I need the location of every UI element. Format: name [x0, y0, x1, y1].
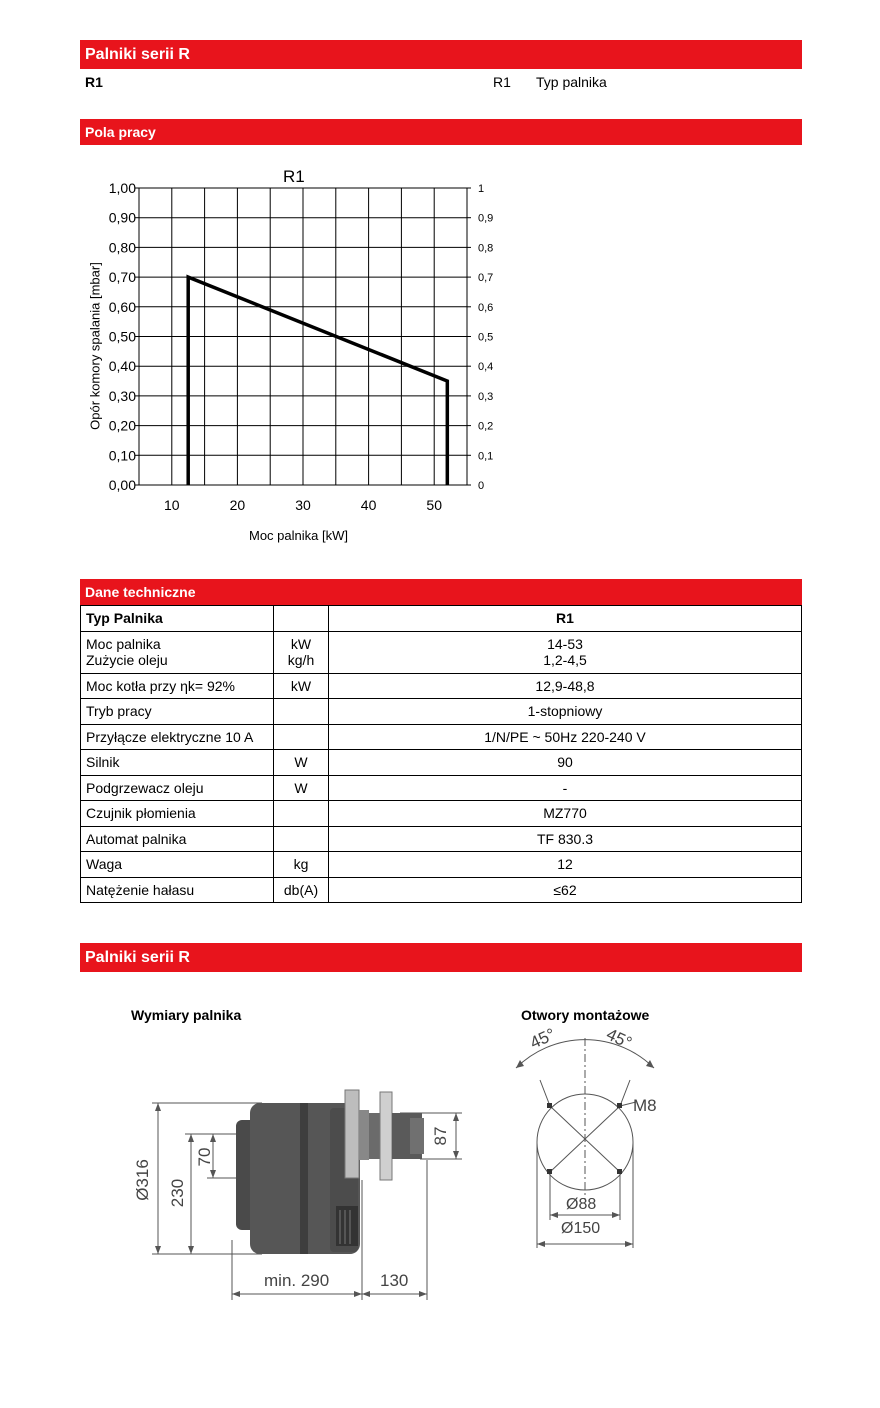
- table-cell-label: Moc kotła przy ηk= 92%: [81, 673, 274, 699]
- table-cell-value: 12: [329, 852, 802, 878]
- table-header-unit: [274, 606, 329, 632]
- chart-ytick-right-label: 0,6: [478, 301, 494, 314]
- section-header-working-field: Pola pracy: [80, 119, 802, 145]
- chart-xtick-label: 10: [164, 497, 180, 513]
- row-value: 14-53: [547, 636, 583, 652]
- table-header-value: R1: [329, 606, 802, 632]
- table-row: [81, 852, 802, 878]
- chart-ytick-right-label: 0,4: [478, 361, 494, 374]
- row-unit: kg/h: [287, 652, 315, 668]
- table-row: [81, 699, 802, 725]
- chart-ytick-label: 0,70: [108, 269, 136, 286]
- table-row: [81, 673, 802, 699]
- chart-ytick-label: 0,80: [108, 239, 136, 256]
- table-row: [81, 801, 802, 827]
- table-cell-label: Automat palnika: [81, 826, 274, 852]
- model-label: R1: [85, 74, 103, 90]
- dim-230: 230: [168, 1178, 187, 1208]
- chart-xtick-label: 20: [229, 497, 246, 513]
- chart-ytick-label: 1,00: [108, 180, 136, 196]
- chart-xlabel: Moc palnika [kW]: [249, 528, 348, 543]
- table-cell-value: TF 830.3: [329, 826, 802, 852]
- table-cell-label: Waga: [81, 852, 274, 878]
- table-row: [81, 631, 802, 673]
- technical-data-table: [80, 605, 802, 903]
- row-label: Zużycie oleju: [86, 652, 168, 668]
- table-cell-label: Podgrzewacz oleju: [81, 775, 274, 801]
- chart-ytick-label: 0,20: [108, 417, 136, 434]
- chart-ytick-right-label: 0: [478, 480, 485, 492]
- chart-ytick-label: 0,30: [108, 387, 136, 404]
- working-field-chart: [0, 0, 880, 560]
- chart-ytick-right-label: 0,9: [478, 212, 494, 225]
- bolt-size-label: M8: [633, 1096, 657, 1115]
- mounting-title: Otwory montażowe: [521, 1007, 650, 1023]
- dim-min-290: min. 290: [264, 1271, 330, 1290]
- chart-ytick-label: 0,90: [108, 209, 136, 226]
- model-code: R1: [493, 74, 511, 90]
- table-header-label: Typ Palnika: [81, 606, 274, 632]
- table-cell-unit: [274, 801, 329, 827]
- dim-70: 70: [195, 1147, 214, 1167]
- chart-ytick-label: 0,50: [108, 328, 136, 345]
- chart-xtick-label: 30: [295, 497, 311, 513]
- table-cell-value: [329, 631, 802, 673]
- table-cell-unit: [274, 699, 329, 725]
- burner-body: [236, 1090, 424, 1254]
- dimensions-title: Wymiary palnika: [131, 1007, 242, 1023]
- table-cell-label: Natężenie hałasu: [81, 877, 274, 903]
- chart-ytick-label: 0,60: [108, 298, 136, 315]
- row-value: 1,2-4,5: [543, 652, 587, 668]
- table-cell-unit: kW: [274, 673, 329, 699]
- table-cell-label: Przyłącze elektryczne 10 A: [81, 724, 274, 750]
- row-label: Moc palnika: [86, 636, 161, 652]
- chart-ytick-right-label: 0,1: [478, 450, 494, 463]
- model-type-label: Typ palnika: [536, 74, 607, 90]
- table-cell-unit: db(A): [274, 877, 329, 903]
- row-unit: kW: [290, 636, 312, 652]
- table-cell-value: 90: [329, 750, 802, 776]
- angle-right-label: 45°: [603, 1024, 635, 1053]
- dim-diameter-150: Ø150: [561, 1220, 601, 1237]
- chart-ytick-label: 0,00: [108, 477, 136, 493]
- chart-ytick-right-label: 0,3: [478, 390, 494, 403]
- chart-ytick-right-label: 1: [478, 183, 485, 195]
- section-header-burners-2: Palniki serii R: [80, 943, 802, 972]
- table-cell-unit: [274, 631, 329, 673]
- section-header-technical-data: Dane techniczne: [80, 579, 802, 605]
- dim-87: 87: [431, 1126, 450, 1146]
- chart-xtick-label: 40: [360, 497, 377, 513]
- table-row: [81, 826, 802, 852]
- table-cell-unit: kg: [274, 852, 329, 878]
- table-row: [81, 724, 802, 750]
- chart-xtick-label: 50: [426, 497, 442, 513]
- table-cell-value: 1/N/PE ~ 50Hz 220-240 V: [329, 724, 802, 750]
- table-cell-unit: [274, 724, 329, 750]
- dim-diameter-88: Ø88: [566, 1196, 597, 1213]
- chart-ylabel: Opór komory spalania [mbar]: [87, 262, 103, 430]
- table-row: [81, 877, 802, 903]
- table-cell-value: MZ770: [329, 801, 802, 827]
- dim-diameter-316: Ø316: [133, 1159, 152, 1201]
- chart-ytick-label: 0,10: [108, 447, 136, 464]
- table-cell-value: 12,9-48,8: [329, 673, 802, 699]
- table-header-row: [81, 606, 802, 632]
- angle-left-label: 45°: [526, 1024, 559, 1053]
- section-header-burners: Palniki serii R: [80, 40, 802, 69]
- table-cell-unit: [274, 826, 329, 852]
- table-row: [81, 750, 802, 776]
- table-row: [81, 775, 802, 801]
- table-cell-label: Silnik: [81, 750, 274, 776]
- chart-ytick-right-label: 0,8: [478, 242, 494, 255]
- table-cell-label: Tryb pracy: [81, 699, 274, 725]
- chart-ytick-label: 0,40: [108, 358, 136, 375]
- dim-130: 130: [380, 1271, 409, 1290]
- table-cell-unit: W: [274, 750, 329, 776]
- table-cell-value: -: [329, 775, 802, 801]
- chart-title: R1: [283, 167, 305, 186]
- table-cell-label: [81, 631, 274, 673]
- table-cell-value: 1-stopniowy: [329, 699, 802, 725]
- table-cell-unit: W: [274, 775, 329, 801]
- chart-series-line: [188, 277, 447, 485]
- table-cell-label: Czujnik płomienia: [81, 801, 274, 827]
- chart-ytick-right-label: 0,7: [478, 272, 494, 285]
- chart-ytick-right-label: 0,5: [478, 331, 494, 344]
- table-cell-value: ≤62: [329, 877, 802, 903]
- chart-ytick-right-label: 0,2: [478, 420, 494, 433]
